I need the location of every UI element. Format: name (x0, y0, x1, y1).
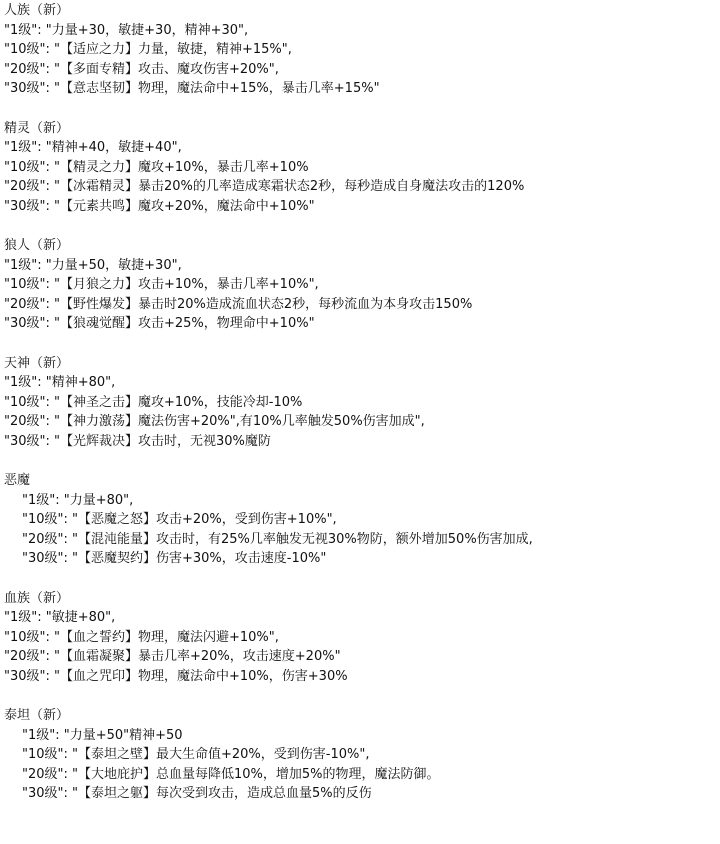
level-10-line[interactable] (4, 158, 716, 178)
section-demon (4, 471, 716, 569)
level-30-line: "30级": "【血之咒印】物理，魔法命中+10%，伤害+30% (4, 668, 348, 684)
level-1-line: "1级": "力量+50，敏捷+30", (4, 257, 182, 273)
section-vampire (4, 589, 716, 687)
level-20-line: "20级": "【多面专精】攻击、魔攻伤害+20%", (4, 61, 279, 77)
section-elf (4, 119, 716, 217)
level-1-line: "1级": "精神+80", (4, 375, 116, 390)
level-1-line: "1级": "力量+80", (22, 492, 134, 508)
level-10-line: "10级": "【血之誓约】物理，魔法闪避+10%", (4, 629, 279, 645)
level-10-line: "10级": "【月狼之力】攻击+10%，暴击几率+10%", (4, 277, 319, 292)
line-text: "10级": "【精灵之力】魔攻+10%，暴击几率+10% (4, 159, 309, 175)
level-1-line: "1级": "敏捷+80", (4, 610, 116, 625)
level-1-line: "1级": "精神+40，敏捷+40", (4, 140, 182, 155)
section-werewolf (4, 236, 716, 334)
section-titan (4, 706, 716, 804)
section-title: 人族（新） (4, 3, 70, 18)
level-10-line: "10级": "【适应之力】力量，敏捷，精神+15%", (4, 42, 292, 57)
level-20-line: "20级": "【冰霜精灵】暴击20%的几率造成寒霜状态2秒，每秒造成自身魔法攻击的120% (4, 179, 525, 194)
level-10-line: "10级": "【泰坦之壁】最大生命值+20%，受到伤害-10%", (22, 747, 370, 762)
document-body (4, 1, 716, 824)
level-20-line: "20级": "【大地庇护】总血量每降低10%，增加5%的物理，魔法防御。 (22, 766, 440, 782)
section-title: 泰坦（新） (4, 708, 70, 723)
level-30-line: "30级": "【恶魔契约】伤害+30%，攻击速度-10%" (22, 551, 327, 566)
level-20-line: "20级": "【混沌能量】攻击时，有25%几率触发无视30%物防，额外增加50%伤害加成, (22, 531, 533, 547)
level-30-line: "30级": "【泰坦之躯】每次受到攻击，造成总血量5%的反伤 (22, 786, 372, 801)
level-30-line: "30级": "【元素共鸣】魔攻+20%，魔法命中+10%" (4, 198, 315, 214)
level-20-line: "20级": "【野性爆发】暴击时20%造成流血状态2秒，每秒流血为本身攻击150% (4, 296, 473, 312)
level-10-line: "10级": "【恶魔之怒】攻击+20%，受到伤害+10%", (22, 512, 337, 527)
section-human (4, 1, 716, 99)
level-30-line: "30级": "【光辉裁决】攻击时，无视30%魔防 (4, 433, 271, 449)
section-deity (4, 354, 716, 452)
level-10-line: "10级": "【神圣之击】魔攻+10%，技能冷却-10% (4, 394, 303, 410)
level-20-line: "20级": "【血霜凝聚】暴击几率+20%，攻击速度+20%" (4, 649, 341, 664)
section-title: 狼人（新） (4, 238, 70, 253)
level-30-line: "30级": "【狼魂觉醒】攻击+25%，物理命中+10%" (4, 316, 315, 331)
level-30-line: "30级": "【意志坚韧】物理，魔法命中+15%，暴击几率+15%" (4, 81, 380, 96)
section-title: 恶魔 (4, 473, 31, 488)
level-1-line: "1级": "力量+50"精神+50 (22, 727, 183, 743)
section-title: 精灵（新） (4, 120, 70, 136)
level-20-line: "20级": "【神力激荡】魔法伤害+20%",有10%几率触发50%伤害加成", (4, 414, 425, 429)
section-title: 血族（新） (4, 590, 70, 606)
level-1-line: "1级": "力量+30，敏捷+30，精神+30", (4, 22, 249, 38)
section-title: 天神（新） (4, 355, 70, 371)
